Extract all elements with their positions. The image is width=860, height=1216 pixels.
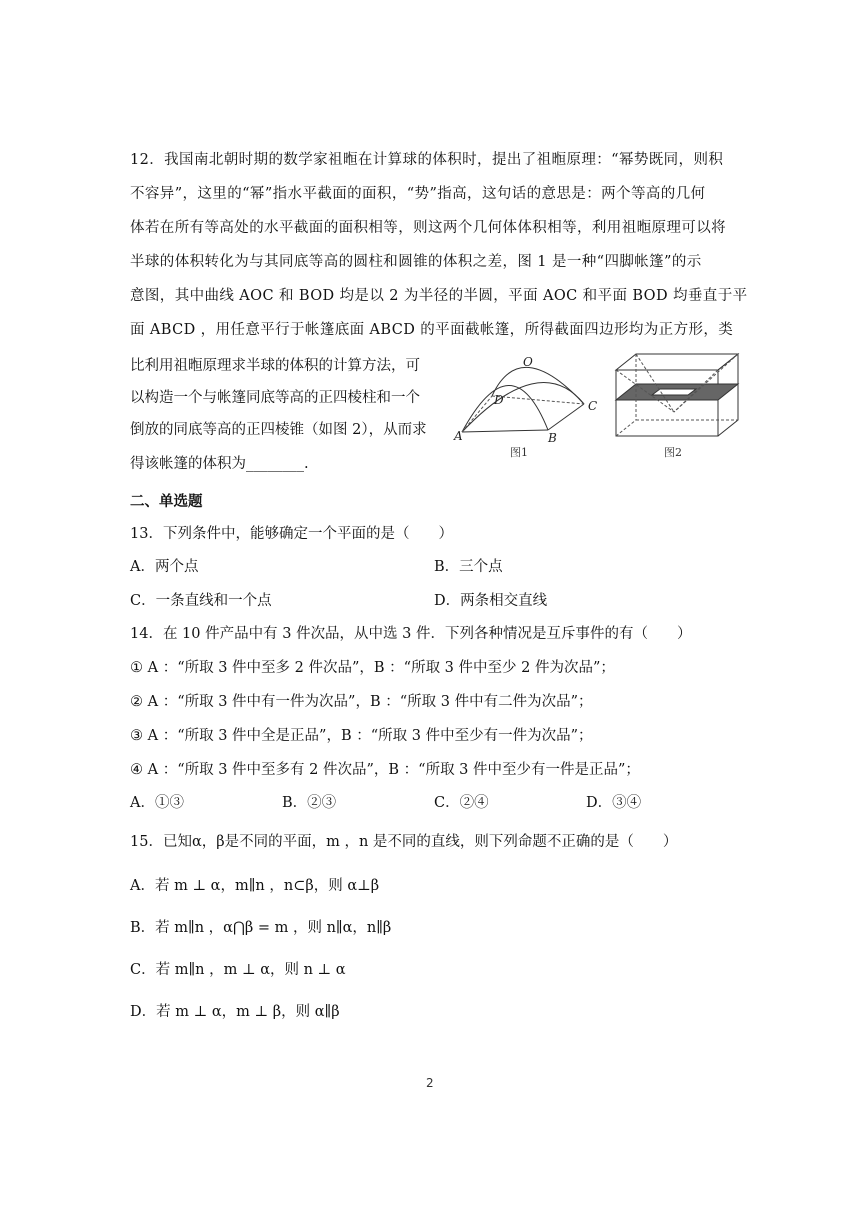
q14-option-c: C．②④ bbox=[434, 795, 489, 811]
q12-line-4: 半球的体积转化为与其同底等高的圆柱和圆锥的体积之差，图 1 是一种“四脚帐篷”的示 bbox=[130, 254, 702, 270]
q12-line-6: 面 ABCD ，用任意平行于帐篷底面 ABCD 的平面截帐篷，所得截面四边形均为正方形，类 bbox=[130, 322, 734, 338]
q14-option-d: D．③④ bbox=[586, 795, 642, 811]
q13-option-d: D．两条相交直线 bbox=[434, 593, 548, 609]
arc-aoc bbox=[462, 383, 584, 432]
q12-short-line-4: 得该帐篷的体积为________. bbox=[130, 456, 309, 472]
page-number: 2 bbox=[426, 1076, 434, 1090]
q14-option-b: B．②③ bbox=[282, 795, 337, 811]
edge-ab bbox=[462, 430, 548, 432]
edge-ad bbox=[462, 396, 492, 432]
q14-option-a: A．①③ bbox=[130, 795, 184, 811]
q13-option-c: C．一条直线和一个点 bbox=[130, 593, 272, 609]
q14-item-2: ② A ：“所取 3 件中有一件为次品”，B ：“所取 3 件中有二件为次品”； bbox=[130, 694, 593, 710]
q15-stem: 15．已知α，β是不同的平面，m ，n 是不同的直线，则下列命题不正确的是（ ） bbox=[130, 834, 678, 850]
q14-item-4: ④ A ：“所取 3 件中至多有 2 件次品”，B ：“所取 3 件中至少有一件是正品”； bbox=[130, 762, 640, 778]
edge-dc bbox=[492, 396, 584, 404]
q15-option-b: B．若 m∥n ，α⋂β = m ，则 n∥α，n∥β bbox=[130, 920, 392, 936]
label-c: C bbox=[588, 399, 598, 413]
q15-option-d: D．若 m ⊥ α，m ⊥ β，则 α∥β bbox=[130, 1004, 340, 1020]
q12-short-line-1: 比利用祖暅原理求半球的体积的计算方法，可 bbox=[130, 358, 420, 374]
label-d: D bbox=[494, 393, 504, 407]
edge-bc bbox=[548, 404, 584, 430]
q13-option-a: A．两个点 bbox=[130, 559, 199, 575]
q14-item-3: ③ A ：“所取 3 件中全是正品”，B ：“所取 3 件中至少有一件为次品”； bbox=[130, 728, 593, 744]
q12-short-line-2: 以构造一个与帐篷同底等高的正四棱柱和一个 bbox=[130, 390, 420, 406]
label-o: O bbox=[523, 355, 533, 369]
cross-section-hole bbox=[652, 389, 696, 395]
arc-aoc-front bbox=[462, 385, 548, 432]
label-b: B bbox=[548, 431, 557, 445]
q13-option-b: B．三个点 bbox=[434, 559, 503, 575]
q14-stem: 14．在 10 件产品中有 3 件次品，从中选 3 件．下列各种情况是互斥事件的有（ ） bbox=[130, 626, 692, 642]
q15-option-a: A．若 m ⊥ α，m∥n ，n⊂β，则 α⊥β bbox=[130, 878, 380, 894]
q15-option-c: C．若 m∥n ，m ⊥ α，则 n ⊥ α bbox=[130, 962, 346, 978]
prism-top-face bbox=[616, 354, 738, 370]
figure-2-caption: 图2 bbox=[664, 446, 682, 459]
q12-line-3: 体若在所有等高处的水平截面的面积相等，则这两个几何体体积相等，利用祖暅原理可以将 bbox=[130, 220, 726, 236]
figure-1-tent bbox=[450, 350, 610, 462]
figure-2-prism bbox=[612, 348, 742, 464]
q13-stem: 13．下列条件中，能够确定一个平面的是（ ） bbox=[130, 526, 453, 542]
hidden-edge-left bbox=[616, 420, 636, 436]
q12-line-1: 12．我国南北朝时期的数学家祖暅在计算球的体积时，提出了祖暅原理：“幂势既同，则积 bbox=[130, 152, 724, 168]
q14-item-1: ① A ：“所取 3 件中至多 2 件次品”，B ：“所取 3 件中至少 2 件为次品”； bbox=[130, 660, 615, 676]
prism-front-face bbox=[616, 370, 718, 436]
figure-1-caption: 图1 bbox=[510, 446, 528, 459]
q12-short-line-3: 倒放的同底等高的正四棱锥（如图 2），从而求 bbox=[130, 422, 427, 438]
q12-line-2: 不容异”，这里的“幂”指水平截面的面积，“势”指高，这句话的意思是：两个等高的几何 bbox=[130, 186, 706, 202]
section-heading: 二、单选题 bbox=[130, 494, 203, 510]
q12-line-5: 意图，其中曲线 AOC 和 BOD 均是以 2 为半径的半圆，平面 AOC 和平面 BOD 均垂直于平 bbox=[130, 288, 748, 304]
label-a: A bbox=[454, 429, 463, 443]
pyramid-edge-3 bbox=[636, 354, 674, 412]
